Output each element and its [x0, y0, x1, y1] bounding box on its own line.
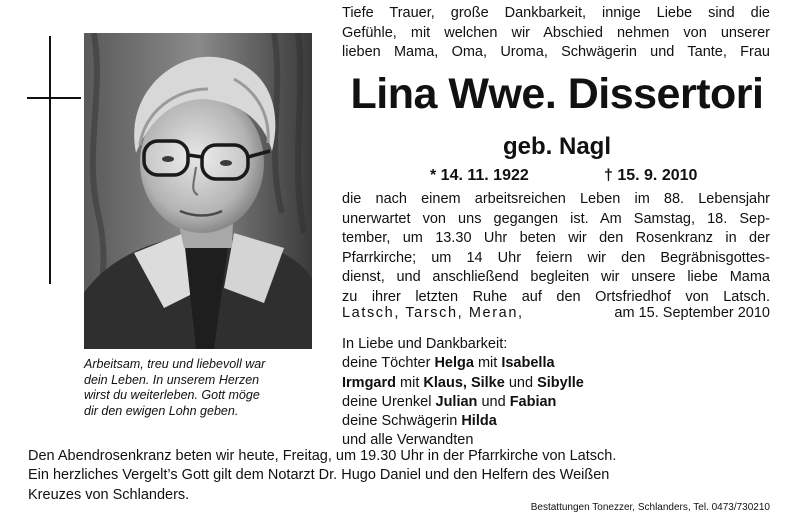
body-line: dienst, und anschließend begleiten wir unsere liebe Mama	[342, 269, 770, 285]
footer-line: Kreuzes von Schlanders.	[28, 486, 190, 503]
footer-text	[28, 447, 773, 505]
body-line: die nach einem arbeitsreichen Leben im 88. Lebensjahr	[342, 191, 770, 207]
family-line-daughter2: Irmgard mit Klaus, Silke und Sibylle	[342, 374, 584, 391]
family-line-great-grandchildren: deine Urenkel Julian und Fabian	[342, 393, 557, 410]
daughter-name: Helga	[434, 355, 474, 372]
family-list	[342, 335, 772, 451]
grandchild-name: Isabella	[501, 355, 555, 372]
announcement-body	[342, 190, 770, 307]
death-date: † 15. 9. 2010	[604, 167, 698, 184]
caption-line: Arbeitsam, treu und liebevoll war	[84, 357, 266, 371]
sister-in-law-name: Hilda	[461, 413, 497, 430]
great-grandchild-name: Julian	[435, 393, 478, 410]
cross-icon	[49, 36, 51, 284]
caption-line: wirst du weiterleben. Gott möge	[84, 388, 260, 402]
maiden-name: geb. Nagl	[502, 133, 611, 160]
portrait-photo	[84, 33, 312, 349]
intro-text	[342, 4, 770, 63]
grandchild-name: Klaus, Silke	[423, 374, 505, 391]
intro-line: Gefühle, mit welchen wir Abschied nehmen von unserer	[342, 24, 770, 41]
place-names: Latsch, Tarsch, Meran,	[342, 305, 524, 321]
daughter-name: Irmgard	[342, 374, 396, 391]
deceased-name: Lina Wwe. Dissertori	[350, 70, 764, 118]
birth-date: * 14. 11. 1922	[430, 167, 529, 184]
family-line-relatives: und alle Verwandten	[342, 432, 474, 449]
great-grandchild-name: Fabian	[509, 393, 557, 410]
footer-line: Den Abendrosenkranz beten wir heute, Freitag, um 19.30 Uhr in der Pfarrkirche von Latsch.	[28, 448, 617, 464]
footer-line: Ein herzliches Vergelt’s Gott gilt dem Notarzt Dr. Hugo Daniel und den Helfern des Weißen	[28, 467, 610, 484]
body-line: tember, um 13.30 Uhr beten wir den Rosenkranz in der	[342, 230, 770, 246]
caption-line: dir den ewigen Lohn geben.	[84, 403, 239, 418]
family-line-sister-in-law: deine Schwägerin Hilda	[342, 413, 497, 430]
intro-line: Tiefe Trauer, große Dankbarkeit, innige Liebe sind die	[342, 5, 770, 21]
announcement-date: am 15. September 2010	[614, 305, 770, 321]
body-line: Pfarrkirche; um 14 Uhr feiern wir den Begräbnisgottes-	[342, 249, 770, 266]
family-intro: In Liebe und Dankbarkeit:	[342, 336, 508, 352]
family-line-daughters: deine Töchter Helga mit Isabella	[342, 355, 555, 372]
place-date-line	[342, 304, 770, 323]
grandchild-name: Sibylle	[537, 374, 584, 391]
body-line: zu ihrer letzten Ruhe auf den Ortsfriedhof von Latsch.	[342, 288, 770, 305]
body-line: unerwartet von uns gegangen ist. Am Samstag, 18. Sep-	[342, 210, 770, 227]
caption-line: dein Leben. In unserem Herzen	[84, 372, 260, 387]
intro-line: lieben Mama, Oma, Uroma, Schwägerin und Tante, Frau	[342, 44, 770, 60]
photo-caption	[84, 357, 316, 419]
cross-icon-bar	[27, 97, 81, 99]
funeral-home-credit: Bestattungen Tonezzer, Schlanders, Tel. 0473/730210	[530, 502, 770, 513]
